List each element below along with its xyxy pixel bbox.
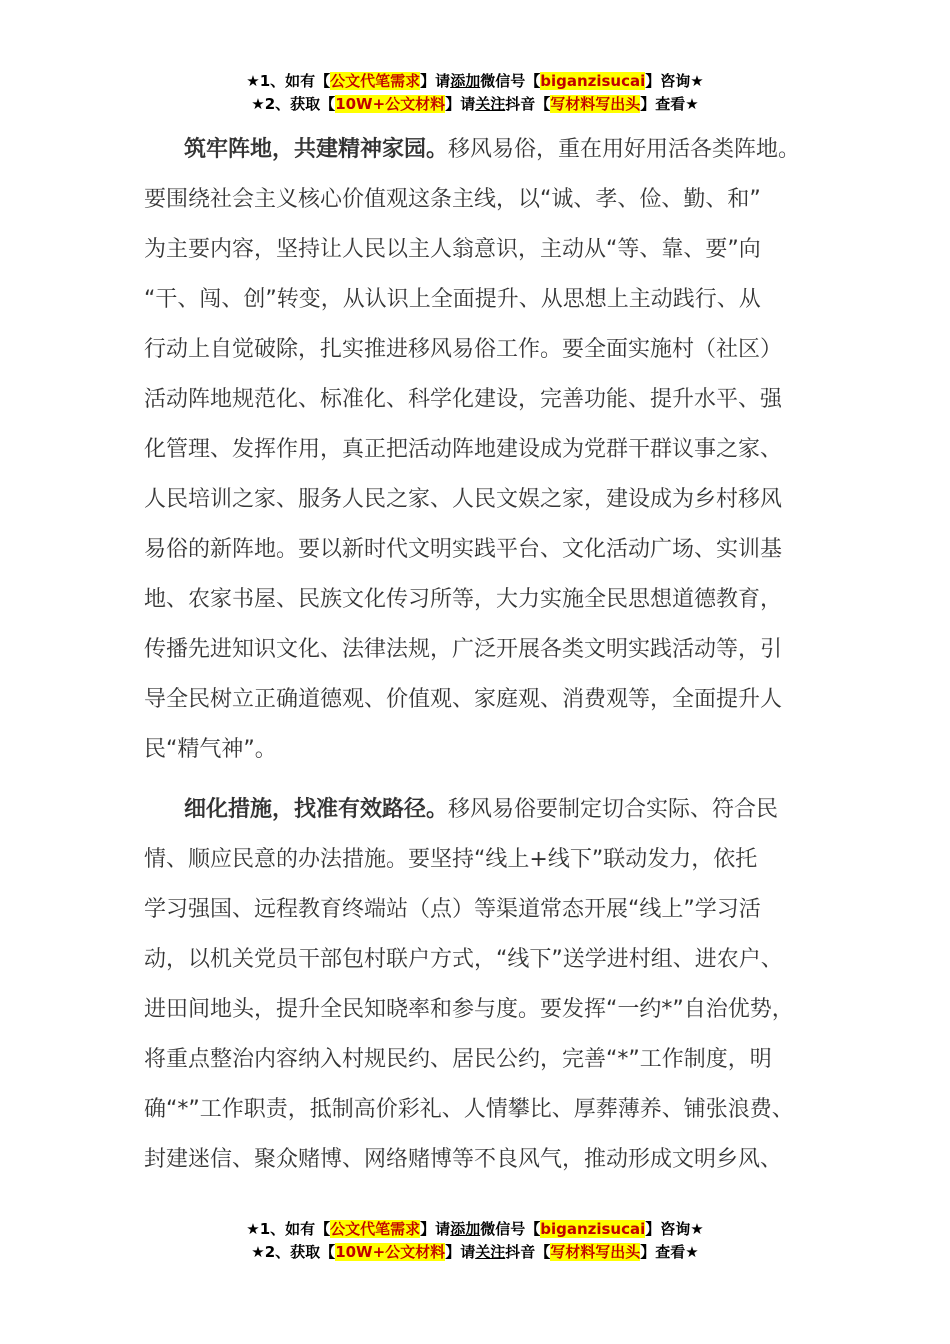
underlined-text: 关注 bbox=[475, 1243, 506, 1261]
paragraph-first-line bbox=[144, 785, 834, 835]
paragraph-1 bbox=[144, 125, 834, 775]
header-banner bbox=[0, 70, 950, 116]
highlight-service: 公文代笔需求 bbox=[330, 1220, 421, 1238]
body-line: 活动阵地规范化、标准化、科学化建设，完善功能、提升水平、强 bbox=[144, 387, 783, 412]
paragraph-first-line bbox=[144, 125, 834, 175]
body-line: 动，以机关党员干部包村联户方式，“线下”送学进村组、进农户、 bbox=[144, 947, 783, 972]
highlight-materials: 10W+公文材料 bbox=[335, 95, 446, 113]
body-line: 封建迷信、聚众赌博、网络赌博等不良风气，推动形成文明乡风、 bbox=[144, 1147, 783, 1172]
paragraph-heading: 筑牢阵地，共建精神家园。 bbox=[184, 137, 449, 162]
banner-text: 】咨询★ bbox=[645, 72, 704, 90]
body-line: 学习强国、远程教育终端站（点）等渠道常态开展“线上”学习活 bbox=[144, 897, 761, 922]
body-line: 易俗的新阵地。要以新时代文明实践平台、文化活动广场、实训基 bbox=[144, 537, 783, 562]
underlined-text: 添加 bbox=[450, 1220, 481, 1238]
body-line: 移风易俗要制定切合实际、符合民 bbox=[448, 797, 779, 822]
banner-text: 】咨询★ bbox=[645, 1220, 704, 1238]
body-line: 地、农家书屋、民族文化传习所等，大力实施全民思想道德教育， bbox=[144, 587, 783, 612]
banner-text: 抖音【 bbox=[505, 1243, 551, 1261]
body-line: 情、顺应民意的办法措施。要坚持“线上+线下”联动发力，依托 bbox=[144, 847, 758, 872]
body-line: 民“精气神”。 bbox=[144, 737, 277, 762]
banner-line-1 bbox=[0, 70, 950, 93]
banner-text: 抖音【 bbox=[505, 95, 551, 113]
banner-text: 】查看★ bbox=[640, 95, 699, 113]
paragraph-2 bbox=[144, 785, 834, 1185]
document-body bbox=[144, 125, 834, 1185]
banner-text: 】请 bbox=[420, 1220, 451, 1238]
highlight-wechat-id: biganzisucai bbox=[540, 1220, 646, 1238]
body-line: 移风易俗，重在用好用活各类阵地。 bbox=[448, 137, 801, 162]
banner-text: 】查看★ bbox=[640, 1243, 699, 1261]
highlight-wechat-id: biganzisucai bbox=[540, 72, 646, 90]
highlight-douyin-account: 写材料写出头 bbox=[550, 95, 641, 113]
banner-line-1 bbox=[0, 1218, 950, 1241]
banner-line-2 bbox=[0, 1241, 950, 1264]
footer-banner bbox=[0, 1218, 950, 1264]
highlight-douyin-account: 写材料写出头 bbox=[550, 1243, 641, 1261]
body-line: 导全民树立正确道德观、价值观、家庭观、消费观等，全面提升人 bbox=[144, 687, 783, 712]
paragraph-spacer bbox=[144, 775, 834, 785]
body-line: 要围绕社会主义核心价值观这条主线，以“诚、孝、俭、勤、和” bbox=[144, 187, 761, 212]
highlight-materials: 10W+公文材料 bbox=[335, 1243, 446, 1261]
body-line: 传播先进知识文化、法律法规，广泛开展各类文明实践活动等，引 bbox=[144, 637, 783, 662]
banner-text: ★1、如有【 bbox=[246, 72, 331, 90]
banner-text: 】请 bbox=[445, 95, 476, 113]
banner-text: 微信号【 bbox=[480, 72, 541, 90]
banner-text: ★2、获取【 bbox=[251, 1243, 336, 1261]
underlined-text: 关注 bbox=[475, 95, 506, 113]
paragraph-heading: 细化措施，找准有效路径。 bbox=[184, 797, 449, 822]
banner-text: ★2、获取【 bbox=[251, 95, 336, 113]
body-line: 确“*”工作职责，抵制高价彩礼、人情攀比、厚葬薄养、铺张浪费、 bbox=[144, 1097, 794, 1122]
body-line: 将重点整治内容纳入村规民约、居民公约，完善“*”工作制度，明 bbox=[144, 1047, 772, 1072]
banner-text: 】请 bbox=[445, 1243, 476, 1261]
body-line: 人民培训之家、服务人民之家、人民文娱之家，建设成为乡村移风 bbox=[144, 487, 783, 512]
body-line: 为主要内容，坚持让人民以主人翁意识，主动从“等、靠、要”向 bbox=[144, 237, 761, 262]
body-line: “干、闯、创”转变，从认识上全面提升、从思想上主动践行、从 bbox=[144, 287, 761, 312]
body-line: 行动上自觉破除，扎实推进移风易俗工作。要全面实施村（社区） bbox=[144, 337, 783, 362]
banner-text: ★1、如有【 bbox=[246, 1220, 331, 1238]
banner-line-2 bbox=[0, 93, 950, 116]
highlight-service: 公文代笔需求 bbox=[330, 72, 421, 90]
banner-text: 微信号【 bbox=[480, 1220, 541, 1238]
underlined-text: 添加 bbox=[450, 72, 481, 90]
body-line: 进田间地头，提升全民知晓率和参与度。要发挥“一约*”自治优势， bbox=[144, 997, 794, 1022]
body-line: 化管理、发挥作用，真正把活动阵地建设成为党群干群议事之家、 bbox=[144, 437, 783, 462]
banner-text: 】请 bbox=[420, 72, 451, 90]
